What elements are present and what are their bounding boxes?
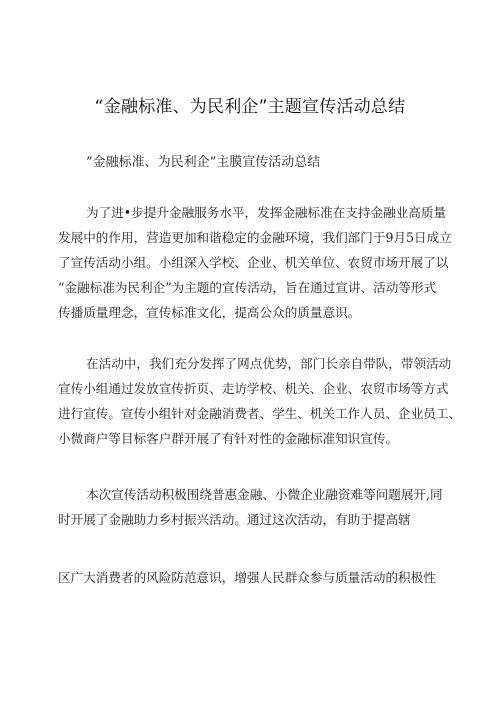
paragraph-line: 宣传小组通过发放宣传折页、走访学校、机关、企业、农贸市场等方式: [58, 381, 449, 396]
document-subtitle: ”金融标准、为民利企”主膜宣传活动总结: [86, 155, 321, 170]
paragraph-line: 在活动中，我们充分发挥了网点优势，部门长亲自带队，带领活动: [86, 356, 452, 371]
paragraph-line: 小微商户等目标客户群开展了有针对性的金融标准知识宣传。: [58, 431, 399, 446]
paragraph-line: 了宣传活动小组。小组深入学校、企业、机关单位、农贸市场开展了以: [58, 255, 449, 270]
paragraph-line: 时开展了金融助力乡村振兴活动。通过这次活动，有助于提高辖: [58, 512, 411, 527]
paragraph-line: 本次宣传活动积极围绕普惠金融、小微企业融资难等问题展开,同: [86, 487, 443, 502]
paragraph-1: [58, 200, 458, 325]
paragraph-line: 进行宣传。宣传小组针对金融消费者、学生、机关工作人员、企业员工、: [58, 406, 461, 421]
document-title: “金融标准、为民利企”主题宣传活动总结: [94, 97, 406, 117]
paragraph-line: 发展中的作用，营造更加和谐稳定的金融环境，我们部门于9月5日成立: [58, 230, 452, 245]
paragraph-line: “金融标准为民利企”为主题的宣传活动，旨在通过宣讲、活动等形式: [58, 280, 437, 295]
paragraph-line: 传播质量理念，宣传标准文化，提高公众的质量意识。: [58, 305, 361, 320]
paragraph-4: [58, 565, 458, 590]
paragraph-2: [58, 351, 461, 451]
paragraph-3: [58, 482, 458, 532]
paragraph-line: 区广大消费者的风险防范意识，增强人民群众参与质量活动的积极性: [58, 570, 436, 585]
paragraph-line: 为了进•步提升金融服务水平，发挥金融标准在支持金融业高质量: [86, 205, 447, 220]
